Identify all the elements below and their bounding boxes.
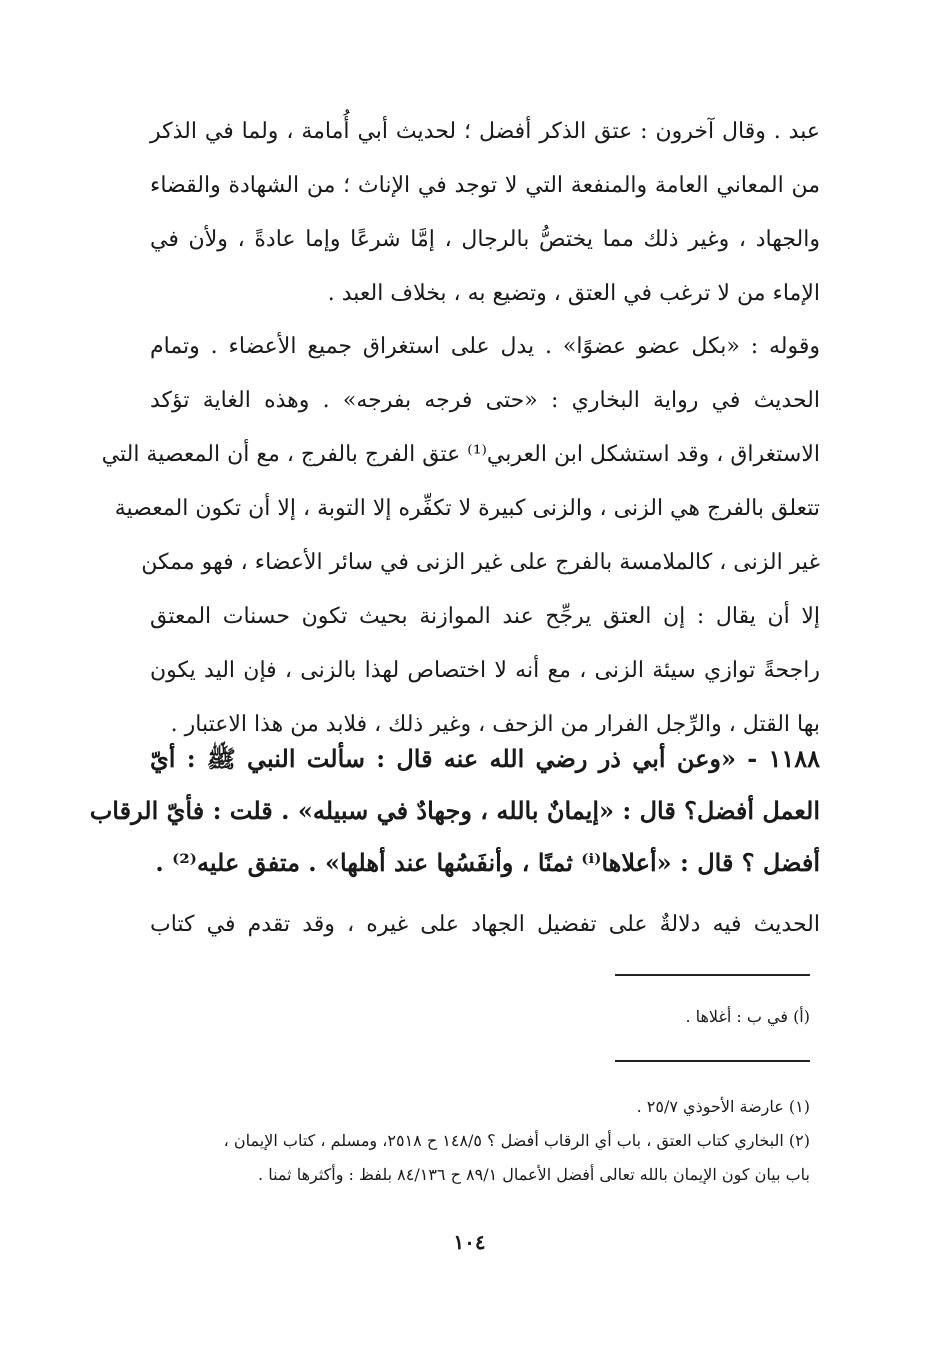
hadith-line: ١١٨٨ - «وعن أبي ذر رضي الله عنه قال : سألت النبي ﷺ : أيّ: [150, 744, 820, 773]
footnote-divider: [615, 974, 810, 976]
text-line: عبد . وقال آخرون : عتق الذكر أفضل ؛ لحديث أبي أُمامة ، ولما في الذكر: [150, 119, 820, 144]
commentary-paragraph-1: [150, 105, 820, 321]
footnotes: [140, 1090, 810, 1192]
text-line: من المعاني العامة والمنفعة التي لا توجد في الإناث ؛ من الشهادة والقضاء: [150, 173, 820, 198]
variant-note: (أ) في ب : أغلاها .: [685, 1007, 810, 1026]
commentary-paragraph-2: [101, 320, 820, 752]
hadith-line: العمل أفضل؟ قال : «إيمانٌ بالله ، وجهادٌ في سبيله» . قلت : فأيّ الرقاب: [89, 796, 820, 825]
text-line: غير الزنى ، كالملامسة بالفرج على غير الزنى في سائر الأعضاء ، فهو ممكن: [141, 550, 820, 575]
variant-notes: [140, 1000, 810, 1034]
text-line: بها القتل ، والرِّجل الفرار من الزحف ، وغير ذلك ، فلابد من هذا الاعتبار .: [170, 712, 820, 737]
commentary-paragraph-3: [150, 898, 820, 952]
page-number: ١٠٤: [453, 1230, 486, 1254]
text-line: الإماء من لا ترغب في العتق ، وتضيع به ، بخلاف العبد .: [327, 281, 820, 306]
text-line: الاستغراق ، وقد استشكل ابن العربي⁽¹⁾ عتق الفرج بالفرج ، مع أن المعصية التي: [101, 442, 820, 467]
text-line: والجهاد ، وغير ذلك مما يختصُّ بالرجال ، إمَّا شرعًا وإما عادةً ، ولأن في: [150, 227, 820, 252]
hadith-text: [89, 733, 820, 889]
hadith-line: أفضل ؟ قال : «أعلاها⁽ⁱ⁾ ثمنًا ، وأنفَسُها عند أهلها» . متفق عليه⁽²⁾ .: [155, 848, 820, 877]
text-line: إلا أن يقال : إن العتق يرجِّح عند الموازنة بحيث تكون حسنات المعتق: [150, 604, 820, 629]
text-line: تتعلق بالفرج هي الزنى ، والزنى كبيرة لا تكفِّره إلا التوبة ، إلا أن تكون المعصية: [114, 496, 820, 521]
text-line: الحديث في رواية البخاري : «حتى فرجه بفرجه» . وهذه الغاية تؤكد: [150, 388, 820, 413]
footnote: (٢) البخاري كتاب العتق ، باب أي الرقاب أفضل ؟ ١٤٨/٥ ح ٢٥١٨، ومسلم ، كتاب الإيمان ،: [223, 1131, 810, 1150]
text-line: راجحةً توازي سيئة الزنى ، مع أنه لا اختصاص لهذا بالزنى ، فإن اليد يكون: [150, 658, 820, 683]
footnote: باب بيان كون الإيمان بالله تعالى أفضل الأعمال ٨٩/١ ح ٨٤/١٣٦ بلفظ : وأكثرها ثمنا .: [258, 1165, 810, 1184]
text-line: الحديث فيه دلالةٌ على تفضيل الجهاد على غيره ، وقد تقدم في كتاب: [150, 912, 820, 937]
text-line: وقوله : «بكل عضو عضوًا» . يدل على استغراق جميع الأعضاء . وتمام: [150, 334, 820, 359]
footnote: (١) عارضة الأحوذي ٢٥/٧ .: [636, 1097, 810, 1116]
footnote-divider: [615, 1060, 810, 1062]
